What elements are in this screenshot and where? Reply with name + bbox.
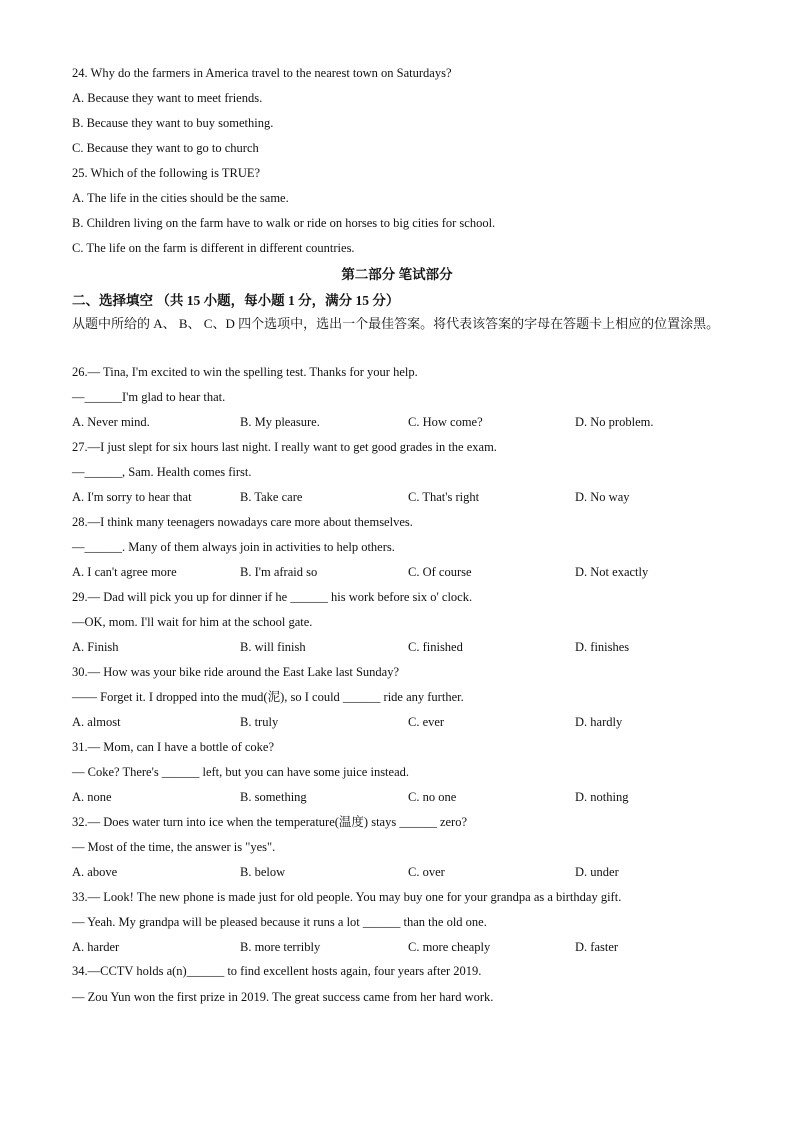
q29-options	[72, 639, 752, 655]
q27-line2: —______, Sam. Health comes first.	[72, 465, 252, 479]
q30-option-b: B. truly	[240, 715, 279, 729]
q29-option-a: A. Finish	[72, 640, 119, 654]
q29-line1: 29.— Dad will pick you up for dinner if he ______ his work before six o' clock.	[72, 590, 473, 604]
section2-heading: 二、选择填空 （共 15 小题，每小题 1 分，满分 15 分）	[72, 293, 400, 308]
q33-option-d: D. faster	[575, 940, 619, 954]
q33-line1: 33.— Look! The new phone is made just for old people. You may buy one for your grandpa as a birthday gift.	[72, 890, 622, 904]
q34-line1: 34.—CCTV holds a(n)______ to find excellent hosts again, four years after 2019.	[72, 964, 482, 978]
q33-option-a: A. harder	[72, 940, 120, 954]
q28-option-a: A. I can't agree more	[72, 565, 177, 579]
q26-option-a: A. Never mind.	[72, 415, 150, 429]
q27-option-c: C. That's right	[408, 490, 480, 504]
q33-line2: — Yeah. My grandpa will be pleased because it runs a lot ______ than the old one.	[72, 915, 487, 929]
q29-option-b: B. will finish	[240, 640, 306, 654]
q27-option-b: B. Take care	[240, 490, 303, 504]
q24-option-c: C. Because they want to go to church	[72, 141, 259, 155]
q25-option-a: A. The life in the cities should be the same.	[72, 191, 289, 205]
q32-line1: 32.— Does water turn into ice when the temperature(温度) stays ______ zero?	[72, 815, 468, 829]
q28-options	[72, 564, 752, 580]
q25-option-b: B. Children living on the farm have to walk or ride on horses to big cities for school.	[72, 216, 496, 230]
q34-line2: — Zou Yun won the first prize in 2019. The great success came from her hard work.	[72, 990, 494, 1004]
q26-line2: —______I'm glad to hear that.	[72, 390, 226, 404]
q33-option-b: B. more terribly	[240, 940, 321, 954]
q28-line1: 28.—I think many teenagers nowadays care more about themselves.	[72, 515, 413, 529]
q33-option-c: C. more cheaply	[408, 940, 491, 954]
q27-option-a: A. I'm sorry to hear that	[72, 490, 192, 504]
q32-option-c: C. over	[408, 865, 445, 879]
q27-option-d: D. No way	[575, 490, 630, 504]
q30-option-d: D. hardly	[575, 715, 623, 729]
q28-option-d: D. Not exactly	[575, 565, 649, 579]
q33-options	[72, 939, 752, 955]
q26-option-c: C. How come?	[408, 415, 483, 429]
q30-option-c: C. ever	[408, 715, 445, 729]
q31-option-c: C. no one	[408, 790, 457, 804]
q29-option-d: D. finishes	[575, 640, 630, 654]
part2-title: 第二部分 笔试部分	[341, 267, 453, 282]
q27-options	[72, 489, 752, 505]
q28-option-c: C. Of course	[408, 565, 472, 579]
q29-option-c: C. finished	[408, 640, 463, 654]
q32-option-d: D. under	[575, 865, 619, 879]
q32-options	[72, 864, 752, 880]
q31-option-a: A. none	[72, 790, 112, 804]
q28-option-b: B. I'm afraid so	[240, 565, 318, 579]
q25-option-c: C. The life on the farm is different in different countries.	[72, 241, 355, 255]
q30-line1: 30.— How was your bike ride around the East Lake last Sunday?	[72, 665, 400, 679]
q27-line1: 27.—I just slept for six hours last night. I really want to get good grades in the exam.	[72, 440, 497, 454]
q31-option-b: B. something	[240, 790, 307, 804]
q24-option-b: B. Because they want to buy something.	[72, 116, 274, 130]
q30-line2: —— Forget it. I dropped into the mud(泥), so I could ______ ride any further.	[72, 690, 464, 704]
q29-line2: —OK, mom. I'll wait for him at the school gate.	[72, 615, 313, 629]
q30-option-a: A. almost	[72, 715, 121, 729]
q24-stem: 24. Why do the farmers in America travel to the nearest town on Saturdays?	[72, 66, 452, 80]
q26-line1: 26.— Tina, I'm excited to win the spelling test. Thanks for your help.	[72, 365, 418, 379]
q25-stem: 25. Which of the following is TRUE?	[72, 166, 261, 180]
q24-option-a: A. Because they want to meet friends.	[72, 91, 263, 105]
q31-options	[72, 789, 752, 805]
q26-option-d: D. No problem.	[575, 415, 654, 429]
q31-line1: 31.— Mom, can I have a bottle of coke?	[72, 740, 275, 754]
q31-option-d: D. nothing	[575, 790, 629, 804]
q26-option-b: B. My pleasure.	[240, 415, 320, 429]
q26-options	[72, 414, 752, 430]
instructions: 从题中所给的 A、 B、 C、D 四个选项中，选出一个最佳答案。将代表该答案的字母在答题卡上相应的位置涂黑。	[72, 316, 720, 331]
q32-option-b: B. below	[240, 865, 286, 879]
q32-line2: — Most of the time, the answer is "yes".	[72, 840, 276, 854]
q30-options	[72, 714, 752, 730]
q28-line2: —______. Many of them always join in activities to help others.	[72, 540, 395, 554]
q31-line2: — Coke? There's ______ left, but you can have some juice instead.	[72, 765, 409, 779]
q32-option-a: A. above	[72, 865, 118, 879]
